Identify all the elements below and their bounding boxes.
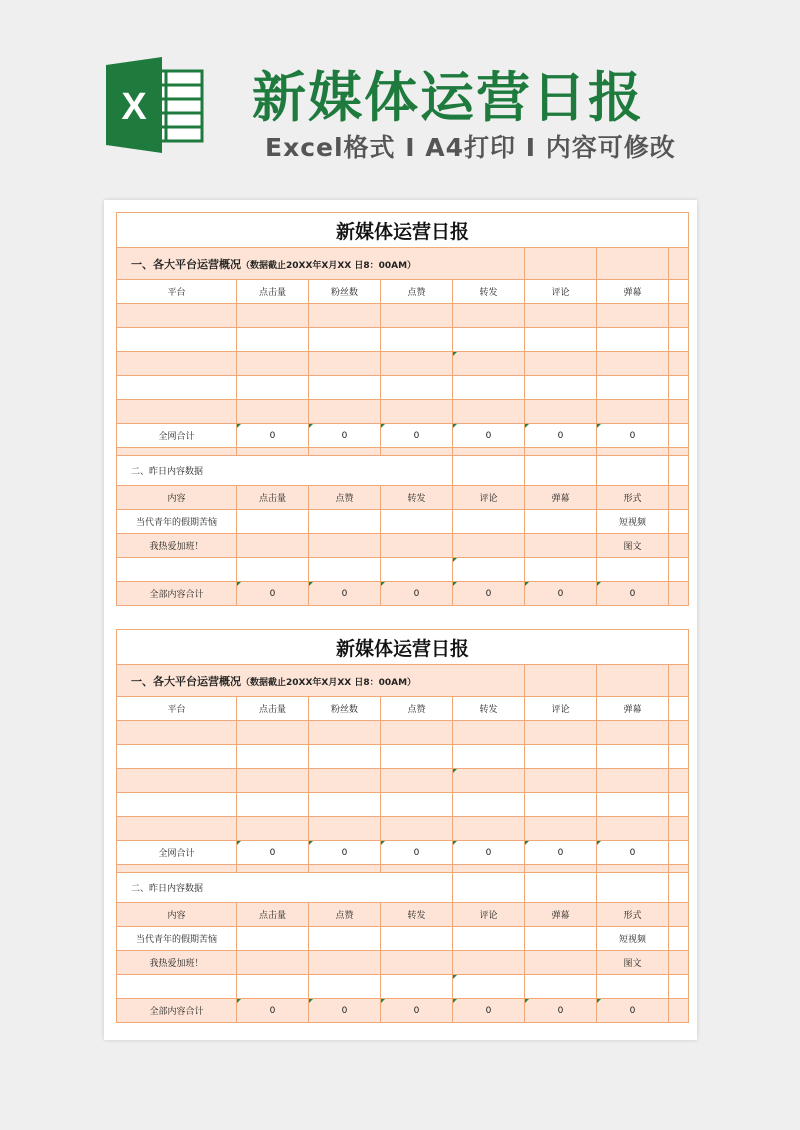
total-value[interactable]: 0 [237, 841, 309, 865]
section2-label: 二、昨日内容数据 [117, 873, 453, 903]
total-value[interactable]: 0 [237, 999, 309, 1023]
total-label: 全网合计 [117, 424, 237, 448]
total-label: 全网合计 [117, 841, 237, 865]
report-title: 新媒体运营日报 [117, 213, 689, 248]
format-cell[interactable]: 短视频 [597, 927, 669, 951]
table-row [117, 927, 689, 951]
column-header: 弹幕 [597, 697, 669, 721]
table-row [117, 951, 689, 975]
format-cell[interactable]: 图文 [597, 534, 669, 558]
column-header: 内容 [117, 903, 237, 927]
banner [0, 0, 800, 200]
total-value[interactable]: 0 [309, 999, 381, 1023]
column-header: 点击量 [237, 280, 309, 304]
total-value[interactable]: 0 [525, 841, 597, 865]
banner-title: 新媒体运营日报 [252, 66, 644, 129]
column-header: 形式 [597, 486, 669, 510]
table-row [117, 745, 689, 769]
section1-note: （数据截止20XX年X月XX 日8：00AM） [241, 260, 417, 271]
column-header: 内容 [117, 486, 237, 510]
table-row [117, 510, 689, 534]
total-value[interactable]: 0 [309, 582, 381, 606]
column-header: 评论 [453, 486, 525, 510]
column-header: 弹幕 [597, 280, 669, 304]
column-header: 点赞 [381, 697, 453, 721]
content-cell[interactable]: 我热爱加班！ [117, 951, 237, 975]
column-header: 点赞 [309, 486, 381, 510]
table-row [117, 817, 689, 841]
format-cell[interactable]: 图文 [597, 951, 669, 975]
banner-subtitle: Excel格式 I A4打印 I 内容可修改 [265, 133, 676, 162]
total-value[interactable]: 0 [381, 999, 453, 1023]
total-value[interactable]: 0 [525, 424, 597, 448]
section1-label: 一、各大平台运营概况（数据截止20XX年X月XX 日8：00AM） [117, 248, 525, 280]
total-value[interactable]: 0 [453, 424, 525, 448]
table-row [117, 793, 689, 817]
column-header: 转发 [453, 280, 525, 304]
table-row [117, 558, 689, 582]
column-header: 评论 [525, 280, 597, 304]
column-header: 点击量 [237, 486, 309, 510]
report-1 [116, 212, 688, 606]
total-label: 全部内容合计 [117, 999, 237, 1023]
column-header: 弹幕 [525, 903, 597, 927]
column-header: 粉丝数 [309, 280, 381, 304]
table-row [117, 769, 689, 793]
total-row [117, 424, 689, 448]
total-value[interactable]: 0 [453, 582, 525, 606]
total-row [117, 999, 689, 1023]
column-header: 点击量 [237, 697, 309, 721]
column-header: 点击量 [237, 903, 309, 927]
column-header: 平台 [117, 697, 237, 721]
table-row [117, 975, 689, 999]
total-value[interactable]: 0 [237, 582, 309, 606]
column-header: 评论 [453, 903, 525, 927]
table-row [117, 352, 689, 376]
report-table [116, 629, 689, 1023]
table-row [117, 400, 689, 424]
column-header: 平台 [117, 280, 237, 304]
total-value[interactable]: 0 [381, 424, 453, 448]
section1-note: （数据截止20XX年X月XX 日8：00AM） [241, 677, 417, 688]
column-header: 转发 [453, 697, 525, 721]
total-value[interactable]: 0 [525, 582, 597, 606]
total-value[interactable]: 0 [597, 424, 669, 448]
table-row [117, 328, 689, 352]
total-value[interactable]: 0 [309, 841, 381, 865]
total-value[interactable]: 0 [237, 424, 309, 448]
total-value[interactable]: 0 [381, 582, 453, 606]
column-header: 弹幕 [525, 486, 597, 510]
content-cell[interactable]: 当代青年的假期苦恼 [117, 510, 237, 534]
section2-label: 二、昨日内容数据 [117, 456, 453, 486]
column-header: 转发 [381, 486, 453, 510]
document-sheet [104, 200, 697, 1040]
column-header: 评论 [525, 697, 597, 721]
total-label: 全部内容合计 [117, 582, 237, 606]
total-value[interactable]: 0 [453, 841, 525, 865]
total-row [117, 841, 689, 865]
total-value[interactable]: 0 [309, 424, 381, 448]
table-row [117, 721, 689, 745]
report-table [116, 212, 689, 606]
table-row [117, 376, 689, 400]
content-cell[interactable]: 当代青年的假期苦恼 [117, 927, 237, 951]
report-title: 新媒体运营日报 [117, 630, 689, 665]
column-header: 转发 [381, 903, 453, 927]
logo-letter: X [121, 86, 147, 128]
column-header: 粉丝数 [309, 697, 381, 721]
total-value[interactable]: 0 [381, 841, 453, 865]
format-cell[interactable]: 短视频 [597, 510, 669, 534]
column-header: 点赞 [309, 903, 381, 927]
table-row [117, 304, 689, 328]
content-cell[interactable]: 我热爱加班！ [117, 534, 237, 558]
total-value[interactable]: 0 [453, 999, 525, 1023]
total-row [117, 582, 689, 606]
report-2 [116, 629, 688, 1023]
total-value[interactable]: 0 [597, 582, 669, 606]
total-value[interactable]: 0 [525, 999, 597, 1023]
table-row [117, 534, 689, 558]
total-value[interactable]: 0 [597, 841, 669, 865]
column-header: 点赞 [381, 280, 453, 304]
column-header: 形式 [597, 903, 669, 927]
section1-label: 一、各大平台运营概况（数据截止20XX年X月XX 日8：00AM） [117, 665, 525, 697]
excel-logo-icon [104, 57, 204, 153]
total-value[interactable]: 0 [597, 999, 669, 1023]
